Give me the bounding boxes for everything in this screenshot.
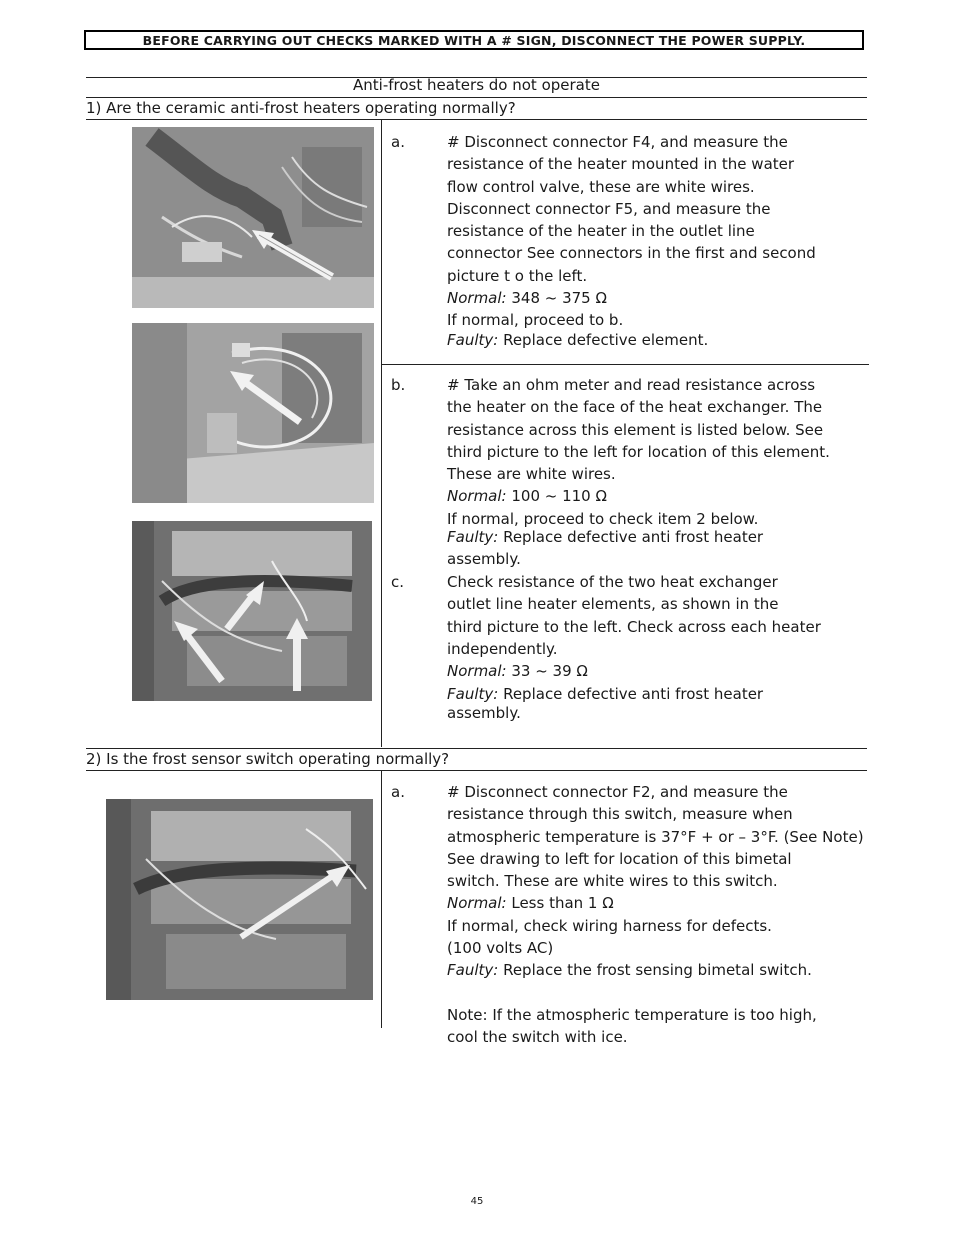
normal-spec bbox=[447, 660, 821, 682]
text-line: See drawing to left for location of this bimetal bbox=[447, 849, 792, 868]
faulty-label: Faulty: bbox=[447, 685, 499, 703]
text-line: # Disconnect connector F2, and measure the bbox=[447, 783, 788, 801]
normal-value: 348 ~ 375 Ω bbox=[506, 289, 607, 308]
divider bbox=[86, 119, 867, 120]
spacer bbox=[447, 982, 864, 1004]
photo-water-flow-valve-heater bbox=[132, 127, 374, 308]
item-letter: b. bbox=[391, 376, 406, 394]
normal-value: 33 ~ 39 Ω bbox=[506, 662, 588, 681]
text-line: the heater on the face of the heat exchanger. The bbox=[447, 398, 823, 417]
normal-label: Normal: bbox=[447, 289, 507, 308]
text-line: atmospheric temperature is 37°F + or – 3°F. (See Note) bbox=[447, 827, 864, 846]
text-line: flow control valve, these are white wires. bbox=[447, 177, 755, 196]
text-line: connector See connectors in the first and second bbox=[447, 244, 816, 263]
normal-spec bbox=[447, 892, 864, 914]
text-line: # Disconnect connector F4, and measure the bbox=[447, 133, 788, 151]
item-letter: a. bbox=[391, 133, 405, 151]
text-line: assembly. bbox=[447, 704, 521, 723]
item-letter: c. bbox=[391, 573, 405, 591]
text-line: third picture to the left. Check across each heater bbox=[447, 617, 821, 636]
normal-label: Normal: bbox=[447, 487, 507, 506]
faulty-spec bbox=[447, 959, 864, 981]
faulty-spec bbox=[447, 329, 708, 351]
divider bbox=[381, 364, 869, 365]
q1-item-b-text bbox=[447, 374, 830, 530]
divider bbox=[86, 770, 867, 771]
normal-spec bbox=[447, 287, 816, 309]
text-line: (100 volts AC) bbox=[447, 939, 554, 958]
text-line: resistance of the heater in the outlet line bbox=[447, 222, 755, 241]
q1-item-a-text bbox=[447, 131, 816, 332]
text-line: outlet line heater elements, as shown in the bbox=[447, 595, 779, 614]
normal-spec bbox=[447, 485, 830, 507]
faulty-value: Replace defective element. bbox=[498, 331, 709, 349]
section-title: Anti-frost heaters do not operate bbox=[353, 76, 600, 94]
faulty-spec bbox=[447, 526, 763, 571]
text-line: These are white wires. bbox=[447, 465, 616, 484]
item-letter: a. bbox=[391, 783, 405, 801]
column-divider bbox=[381, 770, 382, 1028]
faulty-label: Faulty: bbox=[447, 528, 499, 546]
normal-label: Normal: bbox=[447, 662, 507, 681]
page-number: 45 bbox=[470, 1196, 484, 1207]
text-line: assembly. bbox=[447, 550, 521, 569]
text-line: Check resistance of the two heat exchanger bbox=[447, 573, 778, 591]
warning-banner: BEFORE CARRYING OUT CHECKS MARKED WITH A # SIGN, DISCONNECT THE POWER SUPPLY. bbox=[84, 30, 864, 50]
text-line: resistance across this element is listed below. See bbox=[447, 420, 824, 439]
faulty-value: Replace defective anti frost heater bbox=[498, 528, 764, 546]
question-1-heading: 1) Are the ceramic anti-frost heaters operating normally? bbox=[86, 99, 516, 117]
faulty-spec bbox=[447, 683, 763, 725]
text-line: If normal, check wiring harness for defects. bbox=[447, 916, 772, 935]
photo-heat-exchanger-heaters bbox=[132, 521, 372, 701]
column-divider bbox=[381, 119, 382, 747]
photo-frost-sensor-switch bbox=[106, 799, 373, 1000]
faulty-label: Faulty: bbox=[447, 961, 499, 980]
text-line: resistance through this switch, measure when bbox=[447, 805, 793, 824]
photo-outlet-line-heater bbox=[132, 323, 374, 503]
text-line: # Take an ohm meter and read resistance across bbox=[447, 376, 816, 394]
text-line: Disconnect connector F5, and measure the bbox=[447, 199, 771, 218]
q1-item-c-text bbox=[447, 571, 821, 682]
faulty-value: Replace defective anti frost heater bbox=[498, 685, 764, 703]
text-line: third picture to the left for location of this element. bbox=[447, 442, 830, 461]
faulty-label: Faulty: bbox=[447, 331, 499, 349]
q2-item-a-text bbox=[447, 781, 864, 1049]
note-line: Note: If the atmospheric temperature is too high, bbox=[447, 1005, 817, 1024]
text-line: If normal, proceed to check item 2 below. bbox=[447, 509, 759, 528]
normal-value: 100 ~ 110 Ω bbox=[506, 487, 607, 506]
normal-value: Less than 1 Ω bbox=[506, 894, 614, 913]
question-2-heading: 2) Is the frost sensor switch operating normally? bbox=[86, 750, 450, 768]
text-line: resistance of the heater mounted in the water bbox=[447, 155, 795, 174]
text-line: switch. These are white wires to this switch. bbox=[447, 872, 778, 891]
normal-label: Normal: bbox=[447, 894, 507, 913]
text-line: picture t o the left. bbox=[447, 266, 588, 285]
text-line: independently. bbox=[447, 639, 558, 658]
faulty-value: Replace the frost sensing bimetal switch. bbox=[498, 961, 812, 980]
note-line: cool the switch with ice. bbox=[447, 1028, 628, 1047]
text-line: If normal, proceed to b. bbox=[447, 311, 624, 330]
